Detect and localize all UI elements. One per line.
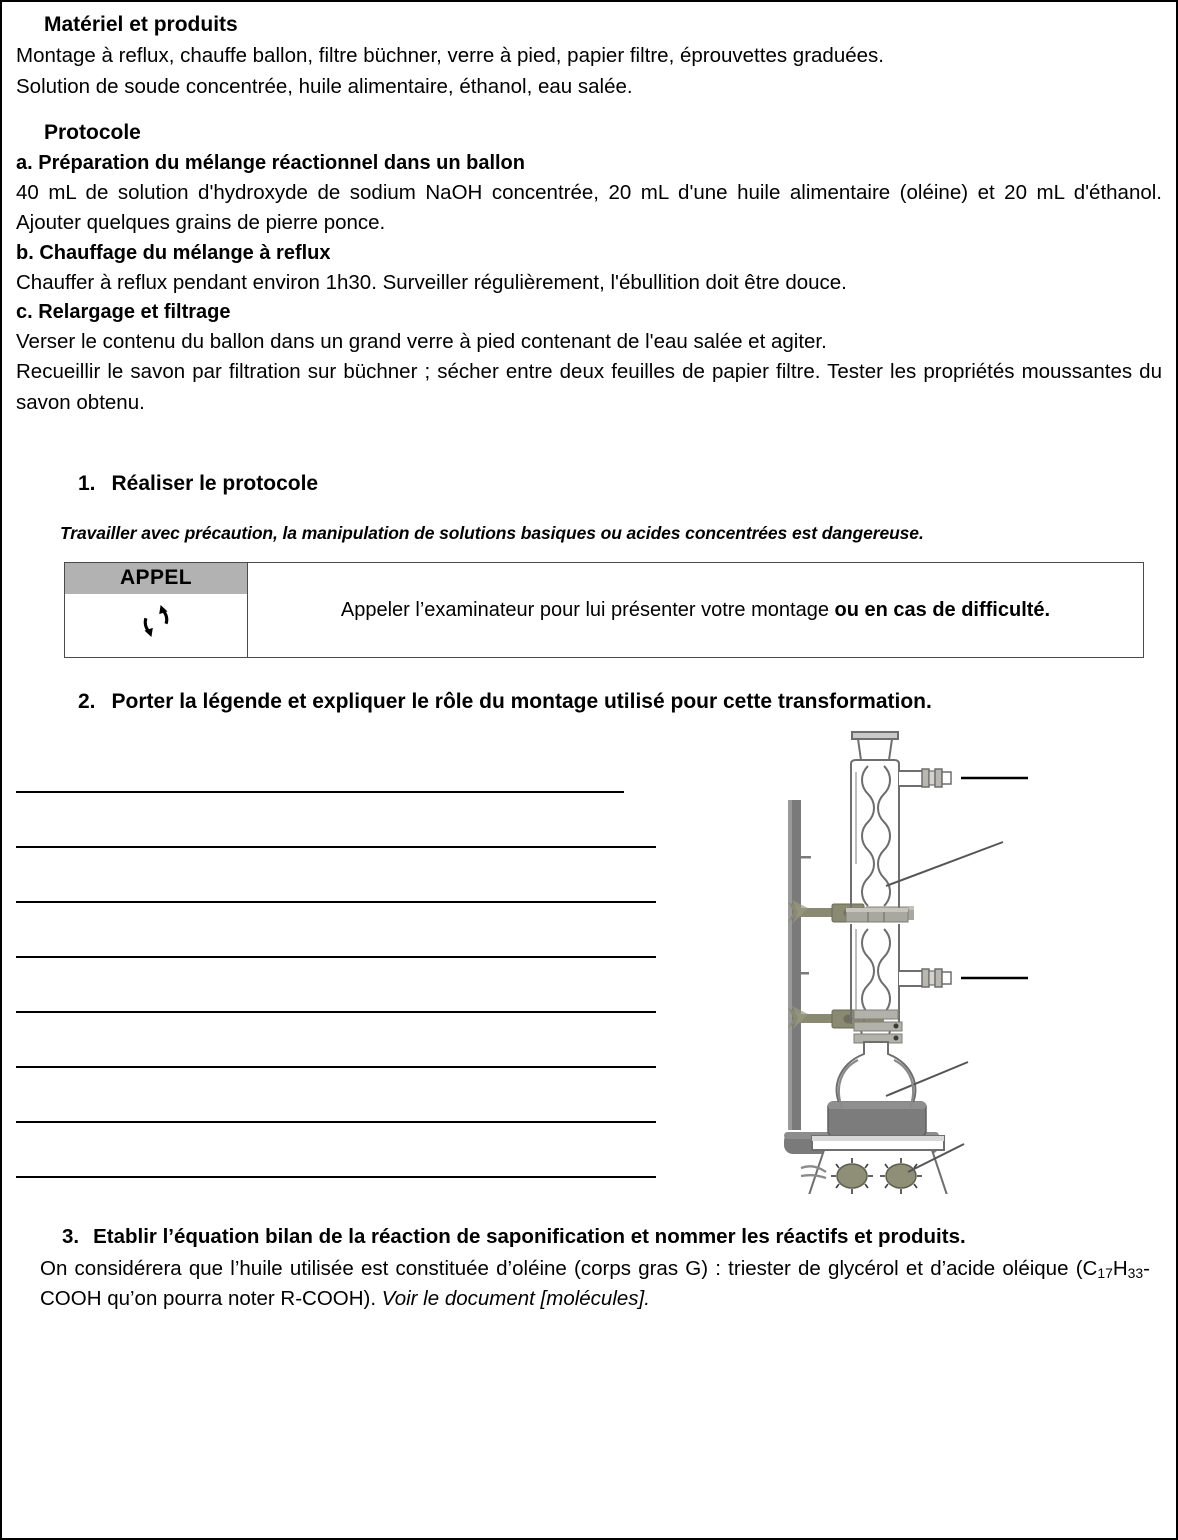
question-2-text: Porter la légende et expliquer le rôle du montage utilisé pour cette transformation.	[111, 690, 932, 714]
answer-lines	[16, 738, 656, 1178]
spacer	[16, 418, 1162, 470]
materiel-heading: Matériel et produits	[44, 13, 238, 36]
condenser-bulbs-upper	[862, 766, 890, 906]
appel-left-cell	[65, 563, 248, 658]
round-bottom-flask	[837, 1042, 916, 1108]
oleine-text-part-1: On considérera que l’huile utilisée est constituée d’oléine (corps gras G) : triester de glycérol et d’acide oléique (C	[40, 1257, 1098, 1281]
answer-line[interactable]	[16, 958, 656, 1013]
answer-line[interactable]	[16, 793, 656, 848]
reflux-condenser	[851, 732, 899, 1024]
subscript-33: 33	[1127, 1265, 1144, 1282]
appel-box	[64, 562, 1144, 658]
water-inlet-lower	[899, 969, 951, 987]
subscript-17: 17	[1097, 1265, 1113, 1282]
appel-right-cell	[248, 563, 1144, 658]
water-outlet-upper	[899, 769, 951, 787]
oleine-text-part-3: -COOH qu’on pourra noter R-COOH).	[40, 1257, 1150, 1311]
hot-plate	[806, 1136, 950, 1194]
question-3-text: Etablir l’équation bilan de la réaction de saponification et nommer les réactifs et produits.	[93, 1224, 966, 1248]
answer-and-figure-area	[16, 738, 1162, 1168]
answer-line[interactable]	[16, 903, 656, 958]
safety-warning: Travailler avec précaution, la manipulation de solutions basiques ou acides concentrées est dangereuse.	[60, 523, 924, 544]
question-2-number: 2.	[78, 690, 96, 714]
protocole-heading: Protocole	[44, 120, 141, 144]
protocole-step-b-text: Chauffer à reflux pendant environ 1h30. Surveiller régulièrement, l'ébullition doit être douce.	[16, 270, 847, 294]
oleine-text-part-2: H	[1112, 1257, 1128, 1281]
protocole-step-c-text-2: Recueillir le savon par filtration sur büchner ; sécher entre deux feuilles de papier filtre. Tester les propriétés moussantes du savon obtenu.	[16, 360, 1162, 414]
question-1	[78, 470, 1162, 497]
appel-title: APPEL	[65, 563, 247, 594]
spacer	[16, 658, 1162, 688]
protocole-step-c-title: c. Relargage et filtrage	[16, 301, 231, 324]
materiel-line-2: Solution de soude concentrée, huile alimentaire, éthanol, eau salée.	[16, 74, 633, 98]
appel-icon-container	[65, 594, 247, 657]
appel-table	[64, 562, 1144, 658]
protocole-step-b-title: b. Chauffage du mélange à reflux	[16, 241, 331, 264]
question-1-text: Réaliser le protocole	[111, 472, 319, 496]
document-content	[2, 2, 1176, 1314]
condenser-bulbs-lower	[862, 929, 890, 1013]
question-3-block	[16, 1224, 1162, 1314]
protocole-step-a-title: a. Préparation du mélange réactionnel dans un ballon	[16, 152, 525, 175]
condenser-mid-band	[846, 908, 908, 922]
leader-line-condenser	[886, 842, 1003, 886]
document-reference: Voir le document [molécules].	[381, 1287, 650, 1311]
circular-arrows-icon	[134, 599, 178, 643]
protocole-step-a-text: 40 mL de solution d'hydroxyde de sodium NaOH concentrée, 20 mL d'une huile alimentaire (oléine) et 20 mL d'éthanol. Ajouter quelques grains de pierre ponce.	[16, 181, 1162, 235]
question-1-number: 1.	[78, 472, 96, 496]
answer-line[interactable]	[16, 1123, 656, 1178]
answer-line[interactable]	[16, 1068, 656, 1123]
answer-line[interactable]	[16, 738, 624, 793]
appel-text-bold: ou en cas de difficulté.	[834, 599, 1051, 622]
materiel-line-1: Montage à reflux, chauffe ballon, filtre büchner, verre à pied, papier filtre, éprouvettes graduées.	[16, 44, 884, 68]
question-3	[62, 1224, 1162, 1251]
question-3-paragraph	[40, 1254, 1150, 1313]
answer-line[interactable]	[16, 848, 656, 903]
question-2	[78, 688, 1162, 715]
appel-text-normal: Appeler l’examinateur pour lui présenter votre montage	[340, 599, 835, 622]
reflux-apparatus-figure	[768, 724, 1172, 1194]
answer-line[interactable]	[16, 1013, 656, 1068]
appel-row	[65, 563, 1144, 658]
ground-glass-joint	[854, 1010, 902, 1043]
spacer	[16, 102, 1162, 116]
protocole-step-c-text-1: Verser le contenu du ballon dans un grand verre à pied contenant de l'eau salée et agiter.	[16, 330, 827, 354]
reflux-apparatus-diagram	[768, 724, 1172, 1194]
question-3-number: 3.	[62, 1224, 80, 1248]
